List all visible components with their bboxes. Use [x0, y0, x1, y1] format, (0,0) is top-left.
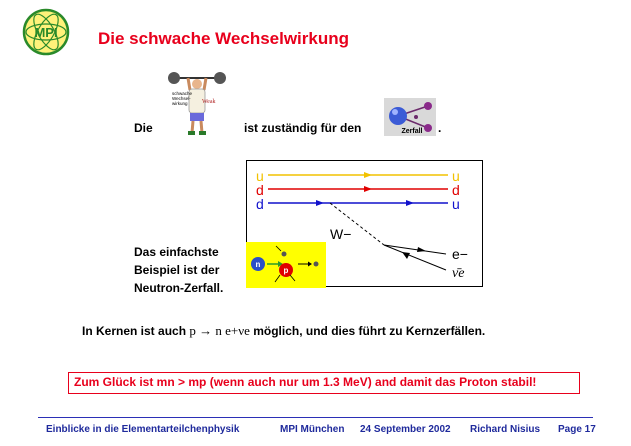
decay-icon: [384, 98, 436, 136]
footer-course: Einblicke in die Elementarteilchenphysik: [46, 424, 240, 435]
tag-weak: Weak: [202, 99, 216, 105]
w-boson-label: W−: [330, 226, 352, 242]
footer-page: Page 17: [558, 424, 596, 435]
neutron-decay-picture: [246, 242, 326, 288]
example-line-3: Neutron-Zerfall.: [134, 281, 224, 295]
right-quark-d: d: [452, 182, 460, 198]
footer-author: Richard Nisius: [470, 424, 541, 435]
intro-word: Die: [134, 121, 153, 135]
decay-label: Zerfall: [401, 128, 423, 135]
nuclear-pre: In Kernen ist auch: [82, 324, 187, 338]
neutron-label: n: [255, 260, 261, 269]
proton-label: p: [283, 266, 289, 275]
tag-line-1: schwache: [172, 91, 193, 96]
highlight-box: [68, 372, 580, 394]
intro-end: .: [438, 121, 442, 135]
highlight-text: Zum Glück ist mn > mp (wenn auch nur um 1.3 MeV) and damit das Proton stabil!: [74, 375, 537, 389]
tag-line-2: Wechsel-: [172, 96, 191, 101]
tag-line-3: wirkung: [172, 101, 188, 106]
antineutrino-label: ν̄e: [452, 266, 465, 281]
nuclear-formula: p → n e+νe: [189, 323, 250, 338]
slide-title: Die schwache Wechselwirkung: [98, 29, 349, 48]
footer-date: 24 September 2002: [360, 424, 451, 435]
example-line-2: Beispiel ist der: [134, 263, 220, 277]
left-quark-u: u: [256, 168, 264, 184]
nuclear-decay-sentence: [82, 323, 485, 339]
left-quark-d2: d: [256, 196, 264, 212]
footer-place: MPI München: [280, 424, 345, 435]
weightlifter-image: [168, 70, 226, 136]
mpi-logo: [22, 8, 70, 56]
electron-label: e−: [452, 246, 468, 262]
footer-divider: [38, 417, 593, 418]
left-quark-d1: d: [256, 182, 264, 198]
right-quark-u1: u: [452, 168, 460, 184]
nuclear-post: möglich, und dies führt zu Kernzerfällen.: [253, 324, 486, 338]
example-line-1: Das einfachste: [134, 245, 219, 259]
right-quark-u2: u: [452, 196, 460, 212]
intro-middle: ist zuständig für den: [244, 121, 362, 135]
logo-text: MPI: [34, 25, 58, 40]
